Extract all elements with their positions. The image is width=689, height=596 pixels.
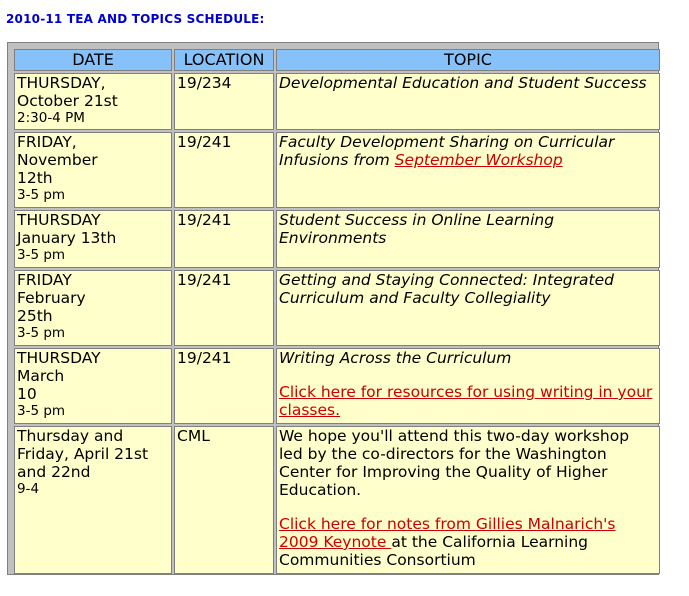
table-header-row [14,49,660,71]
date-time: 2:30-4 PM [17,110,85,126]
page-title: 2010-11 TEA AND TOPICS SCHEDULE: [6,12,265,26]
topic-cell [276,210,660,268]
topic-text: Faculty Development Sharing on Curricular Infusions from [279,133,615,169]
table-row [14,426,660,574]
location-cell: CML [174,426,274,574]
paragraph-gap [279,499,657,515]
topic-suffix: at the California Learning Communities Consortium [279,533,589,569]
table-row [14,348,660,424]
table-row [14,270,660,346]
location-cell: 19/241 [174,210,274,268]
location-cell: 19/241 [174,270,274,346]
topic-title: Getting and Staying Connected: Integrated Curriculum and Faculty Collegiality [279,271,614,307]
topic-cell [276,348,660,424]
paragraph-gap [279,367,657,383]
schedule-table [12,47,662,576]
date-text: March [17,367,65,385]
topic-title: Developmental Education and Student Success [279,74,647,92]
september-workshop-link[interactable]: September Workshop [394,151,563,169]
topic-title: Writing Across the Curriculum [279,349,512,367]
column-header-location: LOCATION [174,49,274,71]
table-row [14,73,660,130]
date-day: FRIDAY, [17,133,77,151]
location-cell: 19/241 [174,132,274,208]
schedule-table-frame [7,42,659,575]
table-row [14,132,660,208]
date-day: THURSDAY [17,349,101,367]
date-text: 25th [17,307,53,325]
date-text: January 13th [17,229,117,247]
topic-cell [276,132,660,208]
column-header-topic: TOPIC [276,49,660,71]
topic-cell [276,73,660,130]
date-cell [14,426,172,574]
table-row [14,210,660,268]
date-text: November [17,151,98,169]
topic-description: We hope you'll attend this two-day workshop led by the co-directors for the Washington Center for Improving the Quality of Higher Education. [279,427,630,499]
location-cell: 19/241 [174,348,274,424]
topic-title: Student Success in Online Learning Environments [279,211,555,247]
topic-cell [276,426,660,574]
date-time: 3-5 pm [17,247,66,263]
date-time: 3-5 pm [17,325,66,341]
date-text: 10 [17,385,37,403]
topic-cell [276,270,660,346]
date-text: Thursday and Friday, April 21st and 22nd [17,427,149,481]
date-cell [14,132,172,208]
column-header-date: DATE [14,49,172,71]
date-cell [14,210,172,268]
date-time: 3-5 pm [17,403,66,419]
date-text: October 21st [17,92,118,110]
date-text: February [17,289,86,307]
date-cell [14,348,172,424]
location-cell: 19/234 [174,73,274,130]
date-day: FRIDAY [17,271,72,289]
date-cell [14,73,172,130]
date-time: 3-5 pm [17,187,66,203]
date-day: THURSDAY [17,211,101,229]
date-text: 12th [17,169,53,187]
date-time: 9-4 [17,481,40,497]
writing-resources-link[interactable]: Click here for resources for using writing in your classes. [279,383,653,419]
date-day: THURSDAY, [17,74,106,92]
keynote-notes-link[interactable]: Click here for notes from Gillies Malnarich's 2009 Keynote [279,515,616,551]
topic-title [279,133,657,169]
date-cell [14,270,172,346]
